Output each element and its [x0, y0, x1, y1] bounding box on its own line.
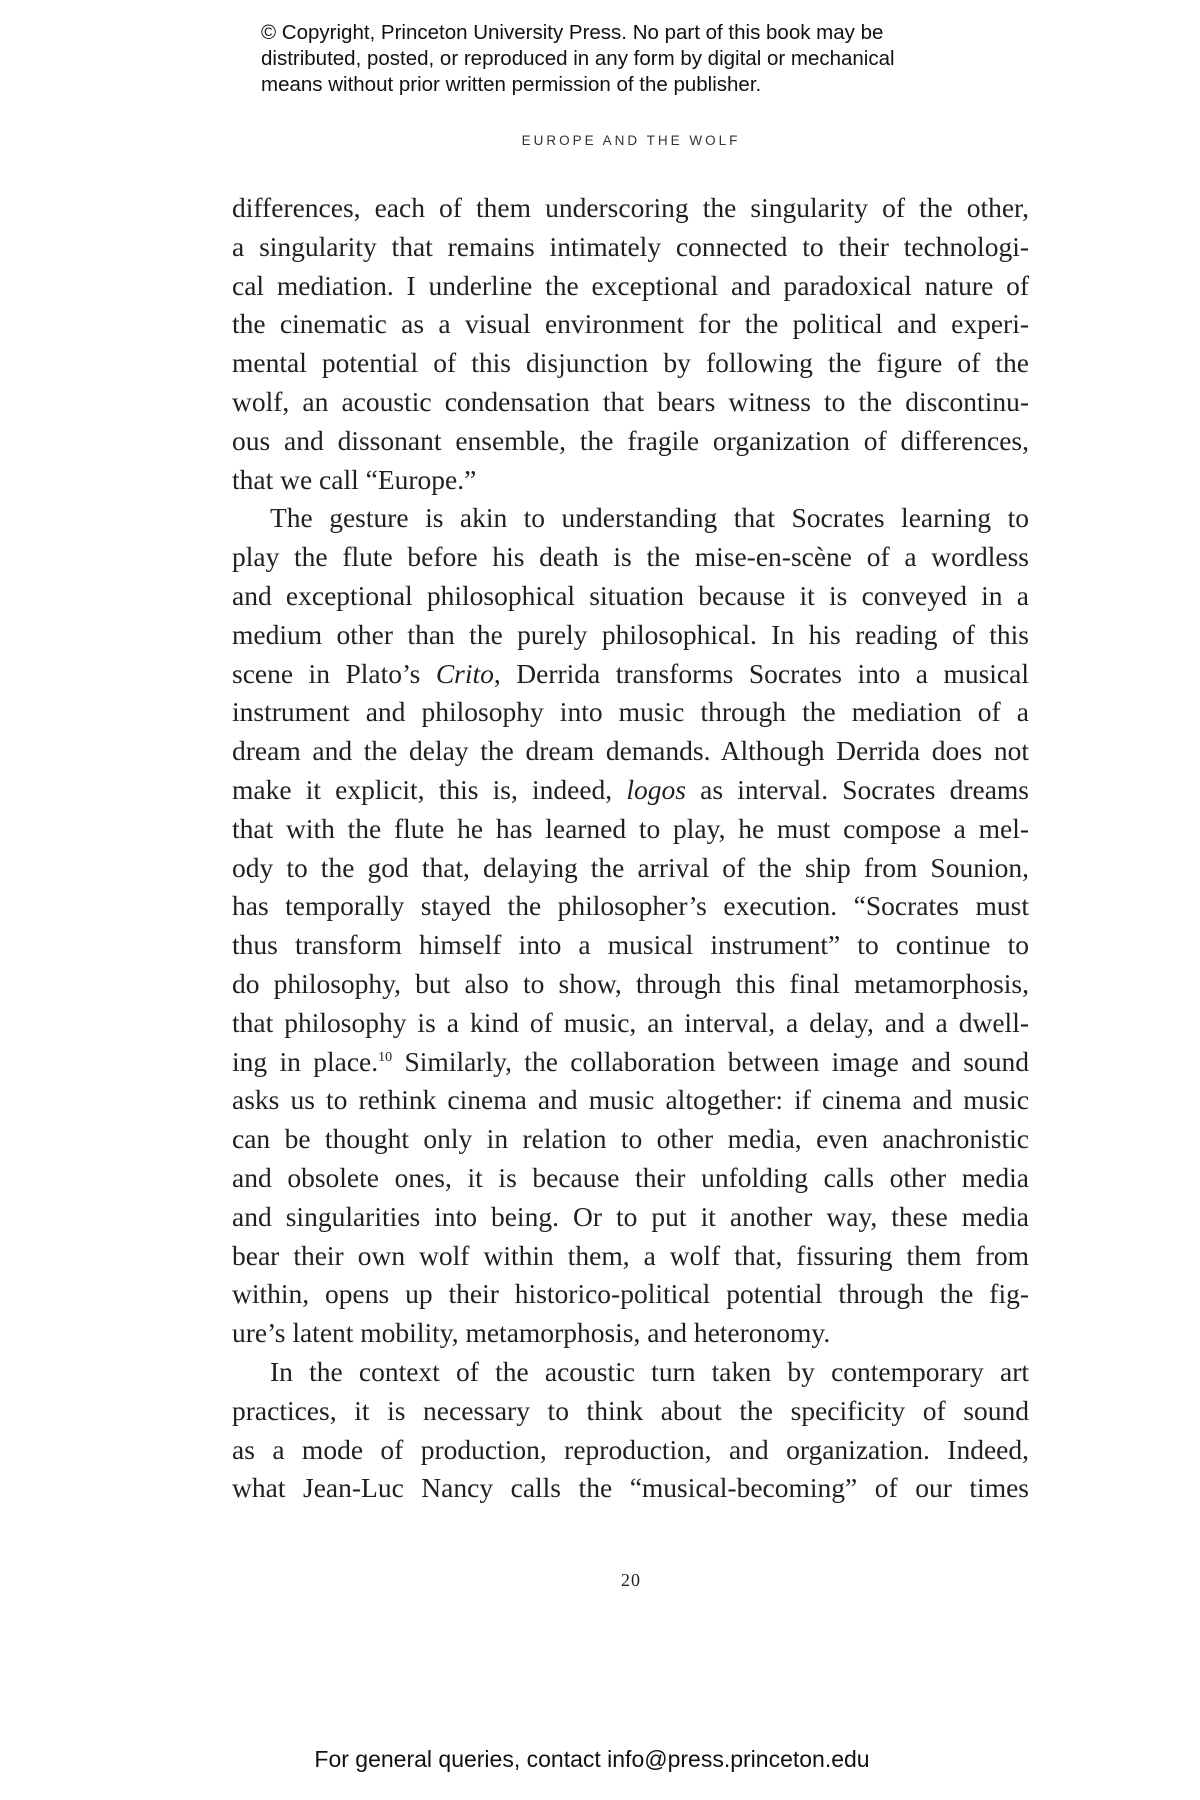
text-segment: that philosophy is a kind of music, an interval, a delay, and a dwell-	[232, 1006, 1029, 1038]
text-segment: asks us to rethink cinema and music altogether: if cinema and music	[232, 1084, 1029, 1116]
text-line	[232, 344, 1029, 383]
text-segment: that we call “Europe.”	[232, 463, 477, 495]
italic-text: Crito	[435, 657, 494, 689]
text-line	[232, 926, 1029, 965]
text-line	[232, 267, 1029, 306]
footer-contact: For general queries, contact info@press.princeton.edu	[314, 1746, 870, 1772]
text-line	[232, 1120, 1029, 1159]
copyright-line: © Copyright, Princeton University Press. No part of this book may be	[261, 21, 884, 44]
text-line	[232, 499, 1029, 538]
text-segment: Similarly, the collaboration between image and sound	[392, 1045, 1029, 1077]
text-line	[232, 1198, 1029, 1237]
text-segment: as a mode of production, reproduction, and organization. Indeed,	[232, 1433, 1029, 1465]
text-line	[232, 655, 1029, 694]
text-segment: ure’s latent mobility, metamorphosis, and heteronomy.	[232, 1317, 831, 1349]
text-segment: mental potential of this disjunction by following the figure of the	[232, 347, 1029, 379]
text-line	[232, 1159, 1029, 1198]
text-line	[232, 189, 1029, 228]
text-line	[232, 887, 1029, 926]
text-line	[232, 1043, 1029, 1082]
body-text	[232, 189, 1029, 1508]
text-segment: instrument and philosophy into music through the mediation of a	[232, 696, 1029, 728]
text-segment: a singularity that remains intimately connected to their technologi-	[232, 230, 1029, 262]
copyright-line: means without prior written permission of the publisher.	[261, 73, 762, 96]
text-segment: do philosophy, but also to show, through this final metamorphosis,	[232, 967, 1029, 999]
text-line	[232, 228, 1029, 267]
text-line	[232, 965, 1029, 1004]
text-segment: can be thought only in relation to other media, even anachronistic	[232, 1123, 1029, 1155]
text-line	[232, 305, 1029, 344]
text-line	[232, 538, 1029, 577]
text-line	[232, 732, 1029, 771]
copyright-notice	[261, 20, 895, 98]
text-segment: and exceptional philosophical situation because it is conveyed in a	[232, 579, 1029, 611]
text-line	[232, 616, 1029, 655]
text-segment: play the flute before his death is the mise-en-scène of a wordless	[232, 541, 1029, 573]
running-head: EUROPE AND THE WOLF	[521, 133, 741, 148]
text-segment: wolf, an acoustic condensation that bears witness to the discontinu-	[232, 385, 1029, 417]
text-segment: within, opens up their historico-political potential through the fig-	[232, 1278, 1029, 1310]
text-line	[232, 1469, 1029, 1508]
text-segment: as interval. Socrates dreams	[685, 773, 1029, 805]
footnote-marker: 10	[378, 1049, 393, 1065]
text-segment: bear their own wolf within them, a wolf that, fissuring them from	[232, 1239, 1029, 1271]
page-number: 20	[621, 1570, 641, 1590]
text-line	[232, 1275, 1029, 1314]
text-line	[232, 771, 1029, 810]
text-segment: and singularities into being. Or to put it another way, these media	[232, 1200, 1029, 1232]
copyright-line: distributed, posted, or reproduced in any form by digital or mechanical	[261, 47, 895, 70]
text-line	[232, 577, 1029, 616]
text-segment: The gesture is akin to understanding that Socrates learning to	[270, 502, 1029, 534]
text-segment: scene in Plato’s	[232, 657, 436, 689]
text-segment: that with the flute he has learned to play, he must compose a mel-	[232, 812, 1029, 844]
text-segment: cal mediation. I underline the exceptional and paradoxical nature of	[232, 269, 1029, 301]
text-line	[232, 422, 1029, 461]
text-line	[232, 1081, 1029, 1120]
text-segment: medium other than the purely philosophical. In his reading of this	[232, 618, 1029, 650]
text-segment: what Jean-Luc Nancy calls the “musical-becoming” of our times	[232, 1472, 1029, 1504]
text-segment: In the context of the acoustic turn taken by contemporary art	[270, 1355, 1029, 1387]
text-line	[232, 693, 1029, 732]
text-segment: has temporally stayed the philosopher’s execution. “Socrates must	[232, 890, 1029, 922]
text-segment: the cinematic as a visual environment for the political and experi-	[232, 308, 1029, 340]
text-line	[232, 810, 1029, 849]
text-line	[232, 1353, 1029, 1392]
text-line	[232, 1237, 1029, 1276]
text-line	[232, 1314, 1029, 1353]
text-segment: and obsolete ones, it is because their unfolding calls other media	[232, 1161, 1029, 1193]
text-line	[232, 1004, 1029, 1043]
text-segment: differences, each of them underscoring the singularity of the other,	[232, 192, 1029, 223]
italic-text: logos	[626, 773, 686, 805]
text-segment: ody to the god that, delaying the arrival of the ship from Sounion,	[232, 851, 1029, 883]
text-segment: ing in place.	[232, 1045, 379, 1077]
text-line	[232, 1431, 1029, 1470]
text-segment: make it explicit, this is, indeed,	[232, 773, 627, 805]
text-segment: practices, it is necessary to think about the specificity of sound	[232, 1394, 1029, 1426]
text-segment: , Derrida transforms Socrates into a musical	[493, 657, 1029, 689]
text-line	[232, 461, 1029, 500]
text-segment: thus transform himself into a musical instrument” to continue to	[232, 929, 1029, 961]
text-line	[232, 383, 1029, 422]
text-segment: dream and the delay the dream demands. Although Derrida does not	[232, 735, 1029, 767]
text-line	[232, 1392, 1029, 1431]
text-segment: ous and dissonant ensemble, the fragile organization of differences,	[232, 424, 1029, 456]
text-line	[232, 849, 1029, 888]
